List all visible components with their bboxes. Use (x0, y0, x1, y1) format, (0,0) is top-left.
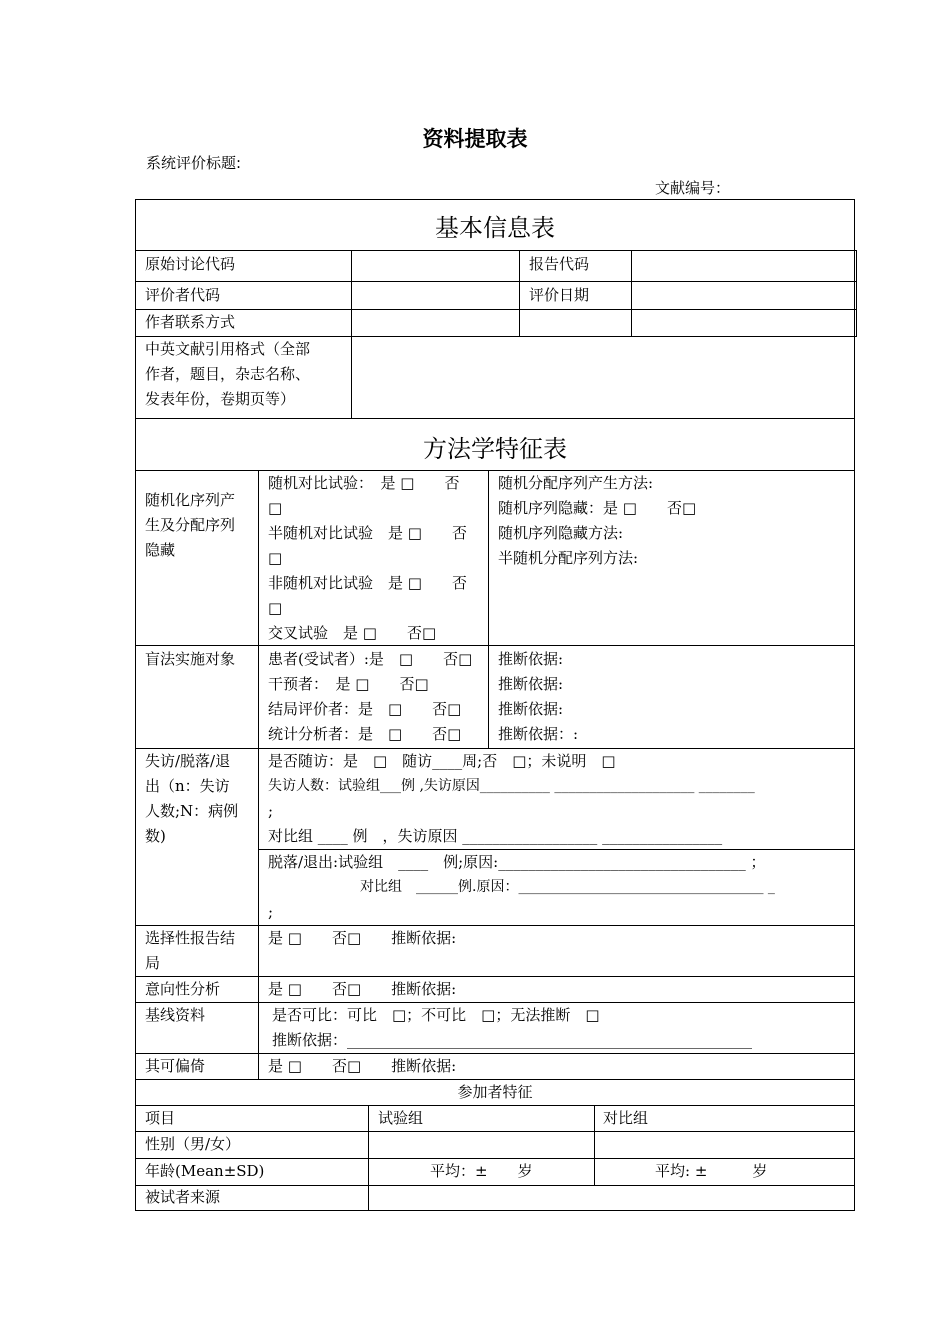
doc-number-label: 文献编号： (655, 179, 731, 197)
semi-rct-option-cont[interactable]: □ (268, 549, 283, 567)
source-label: 被试者来源 (145, 1188, 221, 1206)
system-review-title-label: 系统评价标题: (146, 154, 242, 172)
blind-patient-option[interactable]: 患者(受试者）:是 □ 否□ (268, 650, 473, 668)
citation-field[interactable] (353, 338, 853, 416)
reviewer-code-field[interactable] (353, 283, 518, 308)
baseline-label: 基线资料 (145, 1006, 206, 1024)
random-label-line1: 随机化序列产 (145, 491, 236, 509)
basic-info-section-title: 基本信息表 (435, 214, 555, 242)
sex-label: 性别（男/女） (145, 1135, 241, 1153)
participants-col-trial: 试验组 (378, 1109, 424, 1127)
blind-intervener-option[interactable]: 干预者： 是 □ 否□ (268, 675, 429, 693)
blind-outcome-option[interactable]: 结局评价者：是 □ 否□ (268, 700, 462, 718)
dropout-trial[interactable]: 脱落/退出:试验组 ____ 例;原因:_________________________________ ； (268, 853, 766, 871)
crossover-option[interactable]: 交叉试验 是 □ 否□ (268, 624, 437, 642)
sex-control-field[interactable] (596, 1132, 853, 1157)
other-bias-option[interactable]: 是 □ 否□ 推断依据: (268, 1057, 457, 1075)
loss-label-line3: 人数;N：病例 (145, 802, 239, 820)
dropout-control[interactable]: 对比组 ______例.原因：___________________________________ _ (360, 879, 775, 895)
selective-label-line1: 选择性报告结 (145, 929, 236, 947)
participants-col-item: 项目 (145, 1109, 176, 1127)
loss-label-line2: 出（n：失访 (145, 777, 230, 795)
author-contact-field[interactable] (353, 310, 518, 335)
non-rct-option-cont[interactable]: □ (268, 599, 283, 617)
author-contact-label: 作者联系方式 (145, 313, 236, 331)
age-control-field[interactable]: 平均: ± 岁 (655, 1162, 768, 1180)
other-bias-label: 其可偏倚 (145, 1057, 206, 1075)
loss-label-line4: 数) (145, 827, 166, 845)
itt-label: 意向性分析 (145, 980, 221, 998)
semi-rct-option[interactable]: 半随机对比试验 是 □ 否 (268, 524, 467, 542)
selective-option[interactable]: 是 □ 否□ 推断依据: (268, 929, 457, 947)
rct-option[interactable]: 随机对比试验： 是 □ 否 (268, 474, 460, 492)
lost-semicolon: ; (268, 802, 274, 820)
blind-label: 盲法实施对象 (145, 650, 236, 668)
citation-label-line2: 作者，题目，杂志名称、 (145, 365, 311, 383)
original-code-field[interactable] (353, 252, 518, 279)
baseline-basis[interactable]: 推断依据：______________________________________________________ (272, 1031, 753, 1049)
citation-label-line3: 发表年份，卷期页等） (145, 390, 296, 408)
non-rct-option[interactable]: 非随机对比试验 是 □ 否 (268, 574, 467, 592)
blind-basis-3[interactable]: 推断依据: (498, 700, 564, 718)
page-title: 资料提取表 (422, 127, 528, 151)
review-date-label: 评价日期 (529, 286, 590, 304)
selective-label-line2: 局 (145, 954, 161, 972)
sex-trial-field[interactable] (370, 1132, 592, 1157)
baseline-option[interactable]: 是否可比：可比 □；不可比 □；无法推断 □ (272, 1006, 600, 1024)
age-label: 年龄(Mean±SD) (145, 1162, 265, 1180)
reviewer-code-label: 评价者代码 (145, 286, 221, 304)
blind-basis-4[interactable]: 推断依据：: (498, 725, 579, 743)
report-code-label: 报告代码 (529, 255, 590, 273)
blind-stat-option[interactable]: 统计分析者：是 □ 否□ (268, 725, 462, 743)
semi-random-method[interactable]: 半随机分配序列方法: (498, 549, 639, 567)
participants-section-title: 参加者特征 (457, 1083, 533, 1101)
review-date-field[interactable] (633, 283, 854, 308)
random-conceal-method[interactable]: 随机序列隐藏方法: (498, 524, 624, 542)
random-conceal-option[interactable]: 随机序列隐藏：是 □ 否□ (498, 499, 697, 517)
age-trial-field[interactable]: 平均：± 岁 (430, 1162, 533, 1180)
report-code-field[interactable] (633, 252, 854, 279)
citation-label-line1: 中英文献引用格式（全部 (145, 340, 311, 358)
participants-col-control: 对比组 (603, 1109, 649, 1127)
source-field[interactable] (370, 1186, 853, 1210)
itt-option[interactable]: 是 □ 否□ 推断依据: (268, 980, 457, 998)
lost-count-trial[interactable]: 失访人数：试验组___例 ,失访原因__________ ____________________ ________ (268, 778, 755, 794)
followup-option[interactable]: 是否随访：是 □ 随访____周;否 □；未说明 □ (268, 752, 616, 770)
random-seq-method[interactable]: 随机分配序列产生方法: (498, 474, 654, 492)
dropout-semicolon: ; (268, 903, 274, 921)
loss-label-line1: 失访/脱落/退 (145, 752, 231, 770)
blind-basis-2[interactable]: 推断依据: (498, 675, 564, 693)
rct-option-cont[interactable]: □ (268, 499, 283, 517)
random-label-line2: 生及分配序列 (145, 516, 236, 534)
lost-count-control[interactable]: 对比组 ____ 例 ，失访原因 __________________ ________________ (268, 827, 723, 845)
original-code-label: 原始讨论代码 (145, 255, 236, 273)
method-section-title: 方法学特征表 (423, 435, 567, 463)
blind-basis-1[interactable]: 推断依据: (498, 650, 564, 668)
random-label-line3: 隐藏 (145, 541, 176, 559)
